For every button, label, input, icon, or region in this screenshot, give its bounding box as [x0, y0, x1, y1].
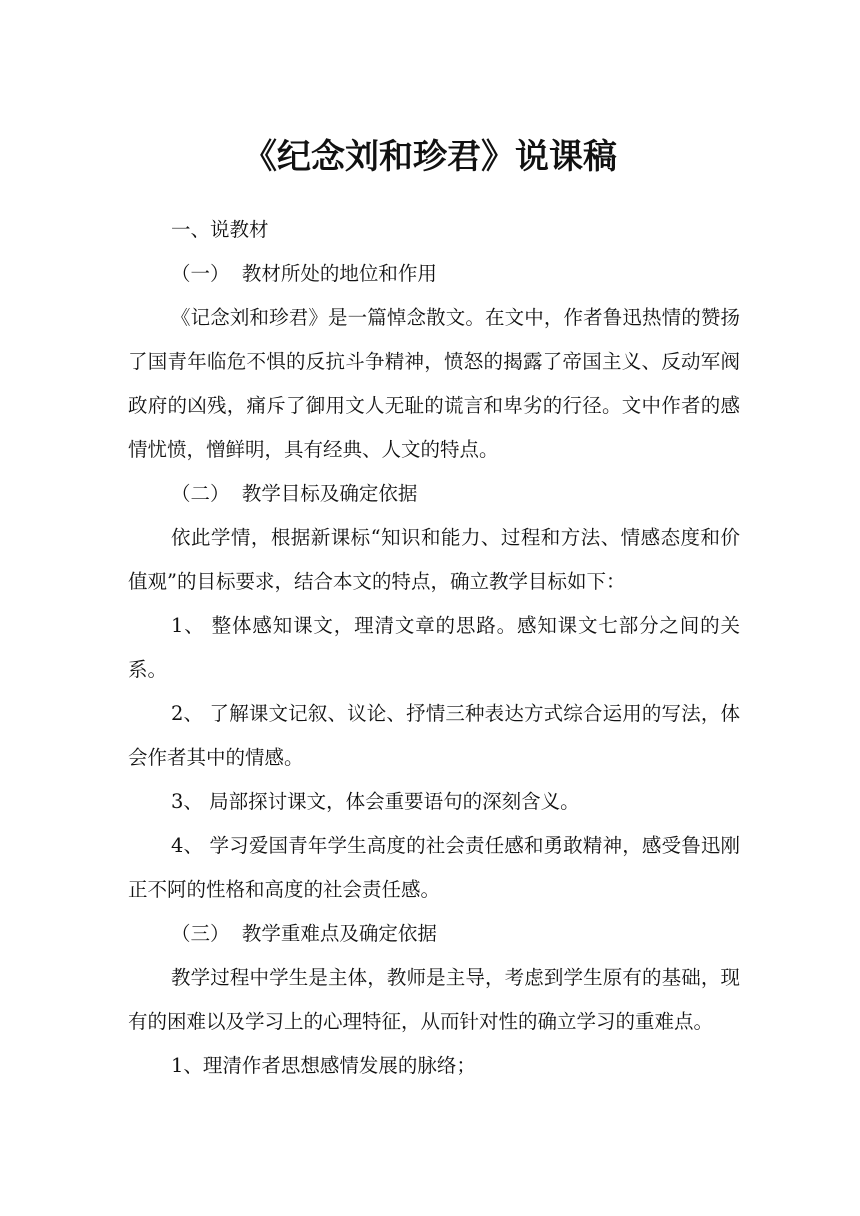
list-item: 1、理清作者思想感情发展的脉络； [171, 1054, 476, 1077]
list-item: 2、 了解课文记叙、议论、抒情三种表达方式综合运用的写法，体会作者其中的情感。 [128, 702, 740, 769]
paragraph: 依此学情，根据新课标“知识和能力、过程和方法、情感态度和价值观”的目标要求，结合本文的特点，确立教学目标如下： [128, 526, 740, 593]
list-item: 3、 局部探讨课文，体会重要语句的深刻含义。 [171, 790, 580, 813]
subsection-heading: （一） 教材所处的地位和作用 [171, 262, 437, 285]
section-heading: 一、说教材 [171, 218, 269, 241]
paragraph: 教学过程中学生是主体，教师是主导，考虑到学生原有的基础，现有的困难以及学习上的心理特征，从而针对性的确立学习的重难点。 [128, 966, 740, 1033]
subsection-heading: （三） 教学重难点及确定依据 [171, 922, 437, 945]
list-item: 1、 整体感知课文，理清文章的思路。感知课文七部分之间的关系。 [128, 614, 740, 681]
paragraph: 《记念刘和珍君》是一篇悼念散文。在文中，作者鲁迅热情的赞扬了国青年临危不惧的反抗斗争精神，愤怒的揭露了帝国主义、反动军阀政府的凶残，痛斥了御用文人无耻的谎言和卑劣的行径。文中作者的感情忧愤，憎鲜明，具有经典、人文的特点。 [128, 306, 740, 461]
list-item: 4、 学习爱国青年学生高度的社会责任感和勇敢精神，感受鲁迅刚正不阿的性格和高度的社会责任感。 [128, 834, 740, 901]
document-title: 《纪念刘和珍君》说课稿 [243, 137, 617, 177]
subsection-heading: （二） 教学目标及确定依据 [171, 482, 418, 505]
document-body [128, 208, 740, 1088]
